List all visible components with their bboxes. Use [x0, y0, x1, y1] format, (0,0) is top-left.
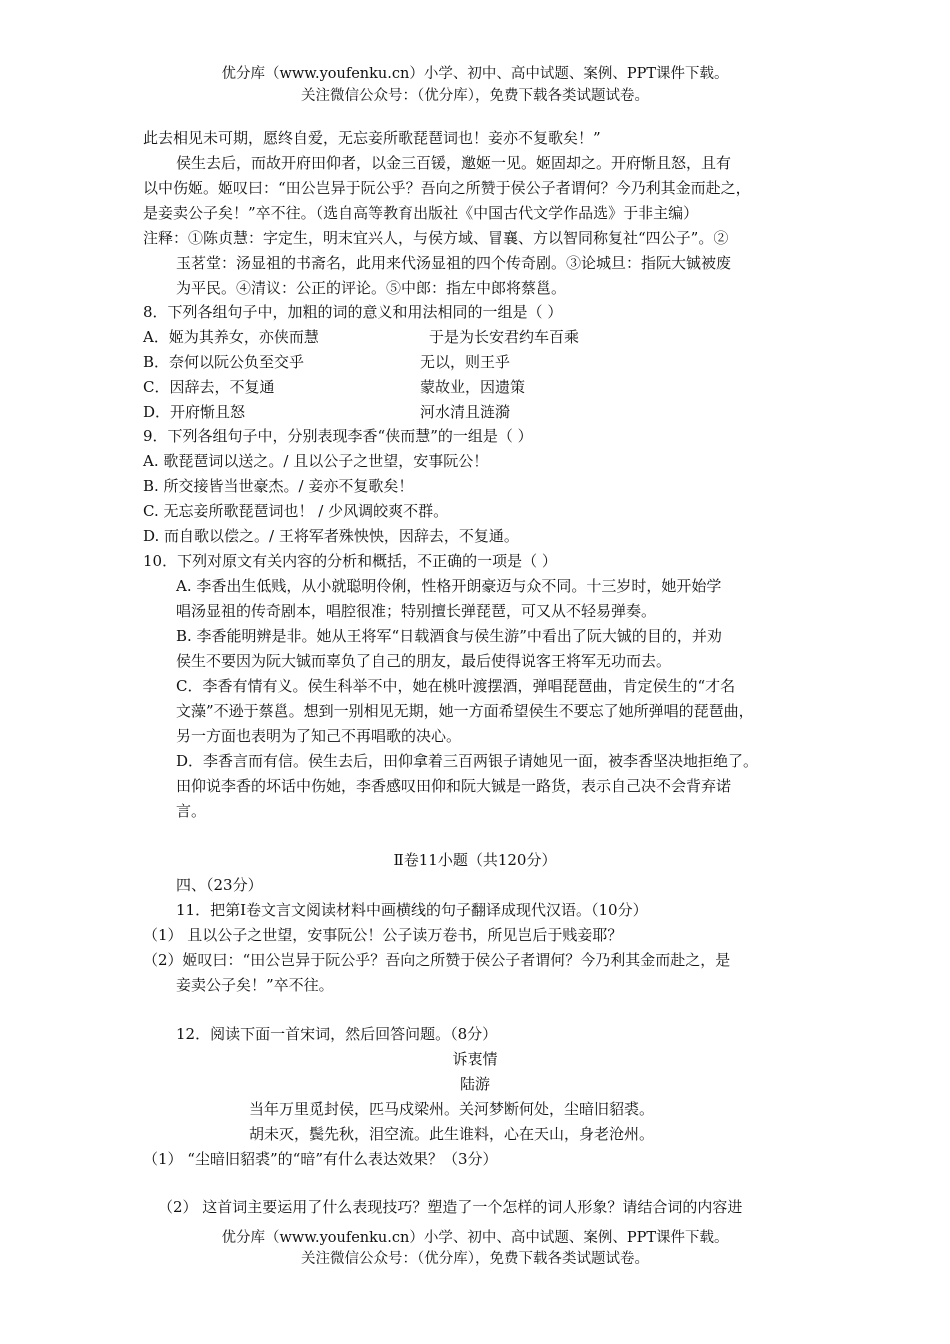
q11-line: （1） 且以公子之世望，安事阮公！公子读万卷书，所见岂后于贱妾耶？ — [143, 926, 623, 944]
q8-option-a-right: 于是为长安君约车百乘 — [429, 328, 580, 346]
notes-line: 为平民。④清议：公正的评论。⑤中郎：指左中郎将蔡邕。 — [176, 279, 567, 297]
notes-line: 玉茗堂：汤显祖的书斋名，此用来代汤显祖的四个传奇剧。③论城旦：指阮大铖被废 — [176, 254, 732, 272]
part-2-title: Ⅱ卷11小题（共120分） — [393, 851, 557, 869]
q9-option: D. 而自歌以偿之。/ 王将军者殊怏怏，因辞去，不复通。 — [143, 527, 519, 545]
poem-author: 陆游 — [459, 1075, 490, 1093]
question-9-stem: 9．下列各组句子中，分别表现李香“侠而慧”的一组是（ ） — [143, 427, 533, 445]
question-10-stem: 10．下列对原文有关内容的分析和概括，不正确的一项是（ ） — [143, 552, 557, 570]
footer-line-2: 关注微信公众号：（优分库），免费下载各类试题试卷。 — [301, 1251, 649, 1267]
question-11-stem: 11．把第Ⅰ卷文言文阅读材料中画横线的句子翻译成现代汉语。（10分） — [176, 901, 648, 919]
poem-line: 当年万里觅封侯，匹马戍梁州。关河梦断何处，尘暗旧貂裘。 — [249, 1100, 655, 1118]
q10-line: 田仰说李香的坏话中伤她，李香感叹田仰和阮大铖是一路货，表示自己决不会背弃诺 — [176, 777, 732, 795]
poem-line: 胡未灭，鬓先秋，泪空流。此生谁料，心在天山，身老沧州。 — [249, 1125, 655, 1143]
passage-line: 此去相见未可期，愿终自爱，无忘妾所歌琵琶词也！妾亦不复歌矣！” — [143, 129, 601, 147]
q8-option-a-left: A．姬为其养女，亦侠而慧 — [143, 328, 319, 346]
question-12-stem: 12．阅读下面一首宋词，然后回答问题。（8分） — [176, 1025, 498, 1043]
q10-line: D．李香言而有信。侯生去后，田仰拿着三百两银子请她见一面，被李香坚决地拒绝了。 — [176, 752, 759, 770]
passage-line: 侯生去后，而故开府田仰者，以金三百锾，邀姬一见。姬固却之。开府惭且怒，且有 — [176, 154, 732, 172]
q10-line: 文藻”不逊于蔡邕。想到一别相见无期，她一方面希望侯生不要忘了她所弹唱的琵琶曲， — [176, 702, 754, 720]
q10-line: 侯生不要因为阮大铖而辜负了自己的朋友，最后使得说客王将军无功而去。 — [176, 652, 672, 670]
q8-option-d-right: 河水清且涟漪 — [420, 403, 511, 421]
q10-line: B. 李香能明辨是非。她从王将军“日载酒食与侯生游”中看出了阮大铖的目的，并劝 — [176, 627, 722, 645]
q12-sub-1: （1） “尘暗旧貂裘”的“暗”有什么表达效果？（3分） — [143, 1150, 498, 1168]
notes-line: 注释：①陈贞慧：字定生，明末宜兴人，与侯方域、冒襄、方以智同称复社“四公子”。② — [143, 229, 729, 247]
q10-line: C．李香有情有义。侯生科举不中，她在桃叶渡摆酒，弹唱琵琶曲，肯定侯生的“才名 — [176, 677, 736, 695]
q9-option: B. 所交接皆当世豪杰。/ 妾亦不复歌矣！ — [143, 477, 414, 495]
poem-title: 诉衷情 — [452, 1050, 498, 1068]
q8-option-d-left: D．开府惭且怒 — [143, 403, 246, 421]
q8-option-c-right: 蒙故业，因遗策 — [420, 378, 526, 396]
q10-line: 言。 — [176, 802, 207, 820]
q8-option-b-right: 无以，则王乎 — [420, 353, 511, 371]
q9-option: A. 歌琵琶词以送之。/ 且以公子之世望，安事阮公！ — [143, 452, 489, 470]
q11-line: 妾卖公子矣！”卒不往。 — [176, 976, 334, 994]
q8-option-c-left: C．因辞去，不复通 — [143, 378, 275, 396]
q9-option: C. 无忘妾所歌琵琶词也！ / 少风调皎爽不群。 — [143, 502, 449, 520]
question-8-stem: 8．下列各组句子中，加粗的词的意义和用法相同的一组是（ ） — [143, 303, 563, 321]
q10-line: 另一方面也表明为了知己不再唱歌的决心。 — [176, 727, 462, 745]
q12-sub-2: （2） 这首词主要运用了什么表现技巧？塑造了一个怎样的词人形象？请结合词的内容进 — [158, 1198, 743, 1216]
header-line-1: 优分库（www.youfenku.cn）小学、初中、高中试题、案例、PPT课件下载。 — [221, 66, 729, 82]
q10-line: A. 李香出生低贱，从小就聪明伶俐，性格开朗豪迈与众不同。十三岁时，她开始学 — [176, 577, 722, 595]
section-4-heading: 四、（23分） — [176, 876, 263, 894]
footer-line-1: 优分库（www.youfenku.cn）小学、初中、高中试题、案例、PPT课件下载。 — [221, 1230, 729, 1246]
q11-line: （2）姬叹曰：“田公岂异于阮公乎？吾向之所赞于侯公子者谓何？今乃利其金而赴之，是 — [143, 951, 731, 969]
passage-line: 以中伤姬。姬叹曰：“田公岂异于阮公乎？吾向之所赞于侯公子者谓何？今乃利其金而赴之， — [143, 179, 751, 197]
passage-line: 是妾卖公子矣！”卒不往。（选自高等教育出版社《中国古代文学作品选》于非主编） — [143, 204, 699, 222]
header-line-2: 关注微信公众号：（优分库），免费下载各类试题试卷。 — [301, 88, 649, 104]
q8-option-b-left: B．奈何以阮公负至交乎 — [143, 353, 305, 371]
q10-line: 唱汤显祖的传奇剧本，唱腔很准；特别擅长弹琵琶，可又从不轻易弹奏。 — [176, 602, 657, 620]
